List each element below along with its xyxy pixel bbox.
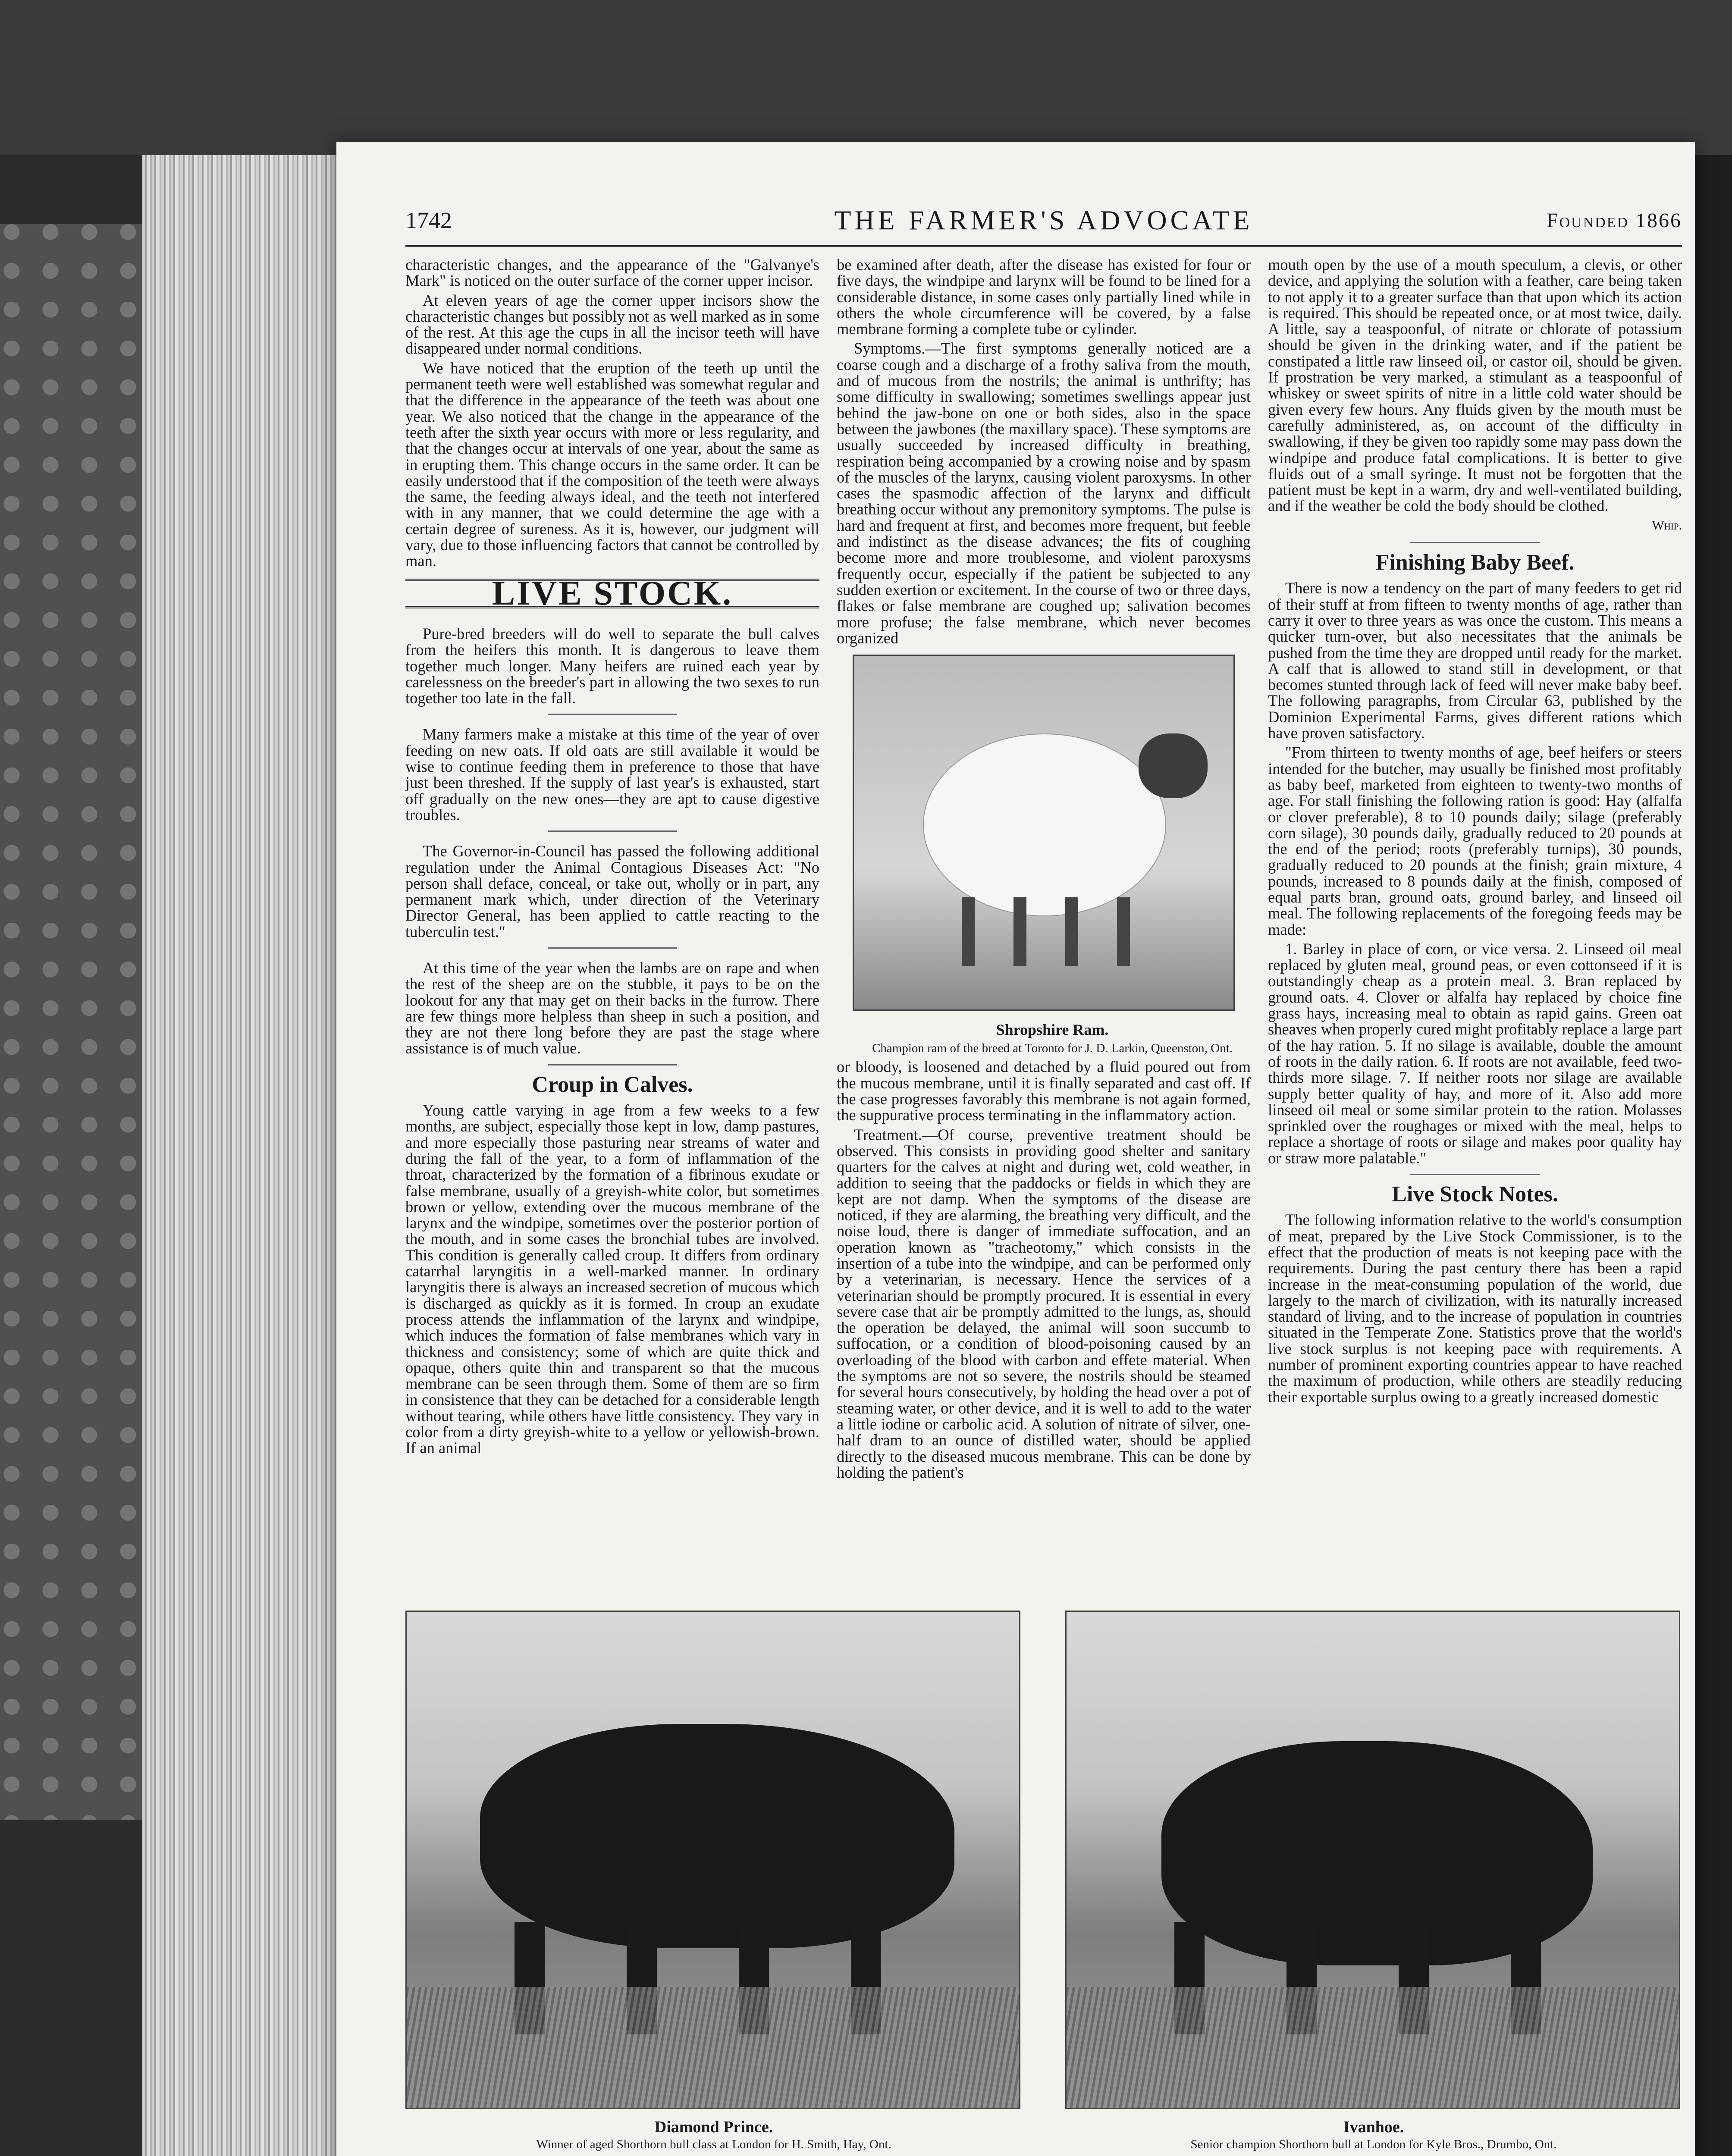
scan-background-right xyxy=(1693,155,1732,2156)
ram-caption-text: Champion ram of the breed at Toronto for J. D. Larkin, Queenston, Ont. xyxy=(872,1041,1233,1056)
author-signature: Whip. xyxy=(1652,518,1682,533)
treatment-continued: mouth open by the use of a mouth speculum, a clevis, or other device, and applying the solution with a feather, care being taken to not apply it to a greater surface than that upon which its action is required. This should be repeated once, or at most twice, daily. A little, say a teaspoonful, of nitrate or chlorate of potassium should be given in the drinking water, and if the patient be constipated a little raw linseed oil, or castor oil, should be given. If prostration be very marked, a stimulant as a teaspoonful of whiskey or sweet spirits of nitre in a little cold water should be given every few hours. Any fluids given by the mouth must be carefully administered, as, on account of the difficulty in swallowing, if they be given too rapidly some may pass down the windpipe and produce fatal complications. It is better to give fluids out of a small syringe. It must not be forgotten that the patient must be kept in a warm, dry and well-ventilated building, and if the weather be cold the body should be clothed. xyxy=(1268,256,1682,515)
column-2 xyxy=(837,257,1251,1484)
teeth-paragraph-2: At eleven years of age the corner upper incisors show the characteristic changes but possibly not as well marked as in some of the rest. At this age the cups in all the incisor teeth will have disappeared under normal conditions. xyxy=(405,291,819,357)
symptoms-continued: or bloody, is loosened and detached by a fluid poured out from the mucous membrane, until it is finally separated and cast off. If the case progresses favorably this membrane is not again formed, the suppurative process terminating in the inflammatory action. xyxy=(837,1058,1251,1124)
masthead-title: THE FARMER'S ADVOCATE xyxy=(834,205,1253,235)
article-title-croup: Croup in Calves. xyxy=(532,1072,693,1097)
book-page-edges xyxy=(142,155,341,2156)
grass-texture xyxy=(1067,1987,1679,2108)
endpaper-pattern xyxy=(0,224,155,1820)
bull-photos-row xyxy=(405,1611,1682,2156)
column-3 xyxy=(1268,257,1682,1408)
section-title-live-stock: LIVE STOCK. xyxy=(405,579,819,608)
scan-background-top xyxy=(0,0,1732,155)
ivanhoe-photo xyxy=(1065,1611,1680,2109)
teeth-paragraph-3: We have noticed that the eruption of the teeth up until the permanent teeth were well established was somewhat regular and that the difference in the appearance of the teeth was about one year. We also noticed that the change in the appearance of the teeth after the sixth year occurs with more or less regularity, and that the changes occur at intervals of one year, about the same as in erupting them. This change occurs in the same order. It can be easily understood that if the composition of the teeth were always the same, the feeding always ideal, and the teeth not interfered with in any manner, that we could determine the age with a certain degree of sureness. As it is, however, our judgment will vary, due to those influencing factors that cannot be controlled by man. xyxy=(405,359,819,570)
page-header xyxy=(405,207,1682,241)
header-rule xyxy=(405,245,1682,247)
divider xyxy=(1410,1174,1540,1175)
founded-year: Founded 1866 xyxy=(1546,209,1682,232)
note-sheep: At this time of the year when the lambs are on rape and when the rest of the sheep are on the stubble, it pays to be on the lookout for any that may get on their backs in the furrow. There are few things more helpless than sheep in such a position, and they are not there long before they are past the stage where assistance is of much value. xyxy=(405,959,819,1057)
croup-paragraph: Young cattle varying in age from a few weeks to a few months, are subject, especially those kept in low, damp pastures, and more especially those pasturing near streams of water and during the fall of the year, to a form of inflammation of the throat, characterized by the formation of a fibrinous exudate or false membrane, usually of a greyish-white color, but sometimes brown or yellow, extending over the mucous membrane of the larynx and the windpipe, sometimes over the posterior portion of the mouth, and in some cases the bronchial tubes are involved. This condition is generally called croup. It differs from ordinary catarrhal laryngitis in a well-marked manner. In ordinary laryngitis there is always an increased secretion of mucous which is discharged as quickly as it is formed. In croup an exudate process attends the inflammation of the larynx and windpipe, which induces the formation of false membranes which vary in thickness and consistency; some of which are quite thick and opaque, others quite thin and transparent so that the mucous membrane can be seen through them. Some of them are so firm in consistence that they can be detached for a considerable length without tearing, while others have little consistency. They vary in color from a dirty greyish-white to a yellow or yellowish-brown. If an animal xyxy=(405,1101,819,1457)
baby-beef-paragraph-2: "From thirteen to twenty months of age, beef heifers or steers intended for the butcher, may usually be finished most profitably as baby beef, marketed from eighteen to twenty-two months of age. For stall finishing the following ration is good: Hay (alfalfa or clover preferable), 8 to 10 pounds daily; silage (preferably corn silage), 30 pounds daily, gradually reduced to 20 pounds at the end of the period; roots (preferably turnips), 30 pounds, gradually reduced to 20 pounds at the finish; grain mixture, 4 pounds, increased to 8 pounds daily at the finish, composed of equal parts bran, ground oats, ground barley, and linseed oil meal. The following replacements of the foregoing feeds may be made: xyxy=(1268,743,1682,938)
ram-legs-shape xyxy=(962,897,1134,966)
ivanhoe-caption-title: Ivanhoe. xyxy=(1343,2118,1404,2136)
ivanhoe-caption-text: Senior champion Shorthorn bull at London for Kyle Bros., Drumbo, Ont. xyxy=(1190,2137,1557,2151)
ram-head-shape xyxy=(1139,733,1208,798)
baby-beef-paragraph-1: There is now a tendency on the part of many feeders to get rid of their stuff at from fifteen to twenty months of age, rather than carry it over to three years as was once the custom. This means a quicker turn-over, but also necessitates that the animals be pushed from the time they are dropped until ready for the market. A calf that is allowed to stand still in development, or that becomes stunted through lack of feed will never make baby beef. The following paragraphs, from Circular 63, published by the Dominion Experimental Farms, gives different rations which have proven satisfactory. xyxy=(1268,579,1682,742)
grass-texture xyxy=(407,1987,1019,2108)
divider xyxy=(1410,542,1540,543)
divider xyxy=(548,1064,677,1065)
article-title-live-stock-notes: Live Stock Notes. xyxy=(1392,1182,1558,1207)
croup-paragraph-continued: be examined after death, after the disease has existed for four or five days, the windpipe and larynx will be found to be lined for a considerable distance, in some cases only partially lined while in others the whole circumference will be covered, by a false membrane forming a complete tube or cylinder. xyxy=(837,256,1251,338)
page-number: 1742 xyxy=(405,207,452,233)
article-title-baby-beef: Finishing Baby Beef. xyxy=(1375,550,1575,575)
symptoms-paragraph: Symptoms.—The first symptoms generally noticed are a coarse cough and a discharge of a frothy saliva from the mouth, and of mucous from the nostrils; the animal is unthrifty; has some difficulty in swallowing; sometimes swellings appear just behind the jaw-bone on one or both sides, also in the space between the jawbones (the maxillary space). These symptoms are usually succeeded by increased difficulty in breathing, respiration being accompanied by a crowing noise and by spasm of the muscles of the larynx, causing violent paroxysms. In other cases the spasmodic affection of the larynx and difficult breathing occur without any premonitory symptoms. The pulse is hard and frequent at first, and becomes more frequent, but feeble and indistinct as the disease advances; the fits of coughing become more and more troublesome, and violent paroxysms frequently occur, especially if the patient be subjected to any sudden exertion or excitement. In the course of two or three days, flakes or false membrane are coughed up; salivation becomes more profuse; the false membrane, which never becomes organized xyxy=(837,339,1251,647)
divider xyxy=(548,947,677,949)
diamond-prince-photo xyxy=(405,1611,1020,2109)
ram-body-shape xyxy=(923,733,1166,916)
bull-figure-left xyxy=(405,1611,1022,2152)
bull-body-shape xyxy=(480,1724,954,1948)
note-bull-calves: Pure-bred breeders will do well to separate the bull calves from the heifers this month. It is dangerous to leave them together much longer. Many heifers are ruined each year by carelessness on the breeder's part in allowing the two sexes to run together too late in the fall. xyxy=(405,624,819,707)
divider xyxy=(548,714,677,715)
newspaper-page xyxy=(336,142,1695,2156)
note-new-oats: Many farmers make a mistake at this time of the year of over feeding on new oats. If old oats are still available it would be wise to continue feeding them in preference to those that have just been threshed. If the supply of last year's is exhausted, start off gradually on the new ones—they are apt to cause digestive troubles. xyxy=(405,725,819,824)
diamond-prince-caption-text: Winner of aged Shorthorn bull class at London for H. Smith, Hay, Ont. xyxy=(536,2137,891,2151)
bull-figure-right xyxy=(1065,1611,1682,2152)
baby-beef-paragraph-3: 1. Barley in place of corn, or vice versa. 2. Linseed oil meal replaced by gluten meal, ground peas, or even cottonseed if it is outstandingly cheap as a protein meal. 3. Bran replaced by ground oats. 4. Clover or alfalfa hay replaced by choice fine grass hays, increasing meal to obtain as rapid gains. Green oat sheaves when properly cured might profitably replace a large part of the hay ration. 5. If no silage is available, double the amount of roots in the daily ration. 6. If roots are not available, feed two-thirds more silage. 7. If neither roots nor silage are available supply better quality of hay, and more of it. Also add more linseed oil meal or some similar protein to the ration. Molasses sprinkled over the roughages or mixed with the meal, helps to replace a shortage of roots or silage and makes poor quality hay or straw more palatable." xyxy=(1268,940,1682,1167)
teeth-paragraph-1: characteristic changes, and the appearance of the "Galvanye's Mark" is noticed on the outer surface of the corner upper incisor. xyxy=(405,256,819,290)
divider xyxy=(548,830,677,832)
column-1 xyxy=(405,257,819,1460)
note-regulation: The Governor-in-Council has passed the following additional regulation under the Animal Contagious Diseases Act: "No person shall deface, conceal, or take out, wholly or in part, any permanent mark which, under direction of the Veterinary Director General, has been applied to cattle reacting to the tuberculin test." xyxy=(405,842,819,940)
diamond-prince-caption-title: Diamond Prince. xyxy=(654,2118,773,2136)
live-stock-notes-paragraph: The following information relative to the world's consumption of meat, prepared by the Live Stock Commissioner, is to the effect that the production of meats is not keeping pace with the requirements. During the past century there has been a rapid increase in the meat-consuming population of the world, due largely to the march of civilization, with its naturally increased standard of living, and to the increase of population in countries situated in the Temperate Zone. Statistics prove that the world's live stock surplus is not keeping pace with requirements. A number of prominent exporting countries appear to have reached the maximum of production, while others are steadily reducing their exportable surplus owing to a greatly increased domestic xyxy=(1268,1211,1682,1406)
treatment-paragraph: Treatment.—Of course, preventive treatment should be observed. This consists in providing good shelter and sanitary quarters for the calves at night and during wet, cold weather, in addition to seeing that the paddocks or fields in which they are kept are not damp. When the symptoms of the disease are noticed, if they are alarming, the breathing very difficult, and the noise loud, there is danger of immediate suffocation, and an operation known as "tracheotomy," which consists in the insertion of a tube into the windpipe, and can be performed only by a veterinarian, is necessary. Hence the services of a veterinarian should be promptly procured. It is essential in every severe case that air be promptly admitted to the lungs, as, should the operation be delayed, the animal will soon succumb to suffocation, or a condition of blood-poisoning caused by an overloading of the blood with carbon and effete material. When the symptoms are not so severe, the nostrils should be steamed for several hours consecutively, by holding the head over a pot of steaming water, or other device, and it is well to add to the water a little iodine or carbolic acid. A solution of nitrate of silver, one-half dram to an ounce of distilled water, should be applied directly to the diseased mucous membrane. This can be done by holding the patient's xyxy=(837,1125,1251,1481)
ram-caption-title: Shropshire Ram. xyxy=(996,1021,1109,1039)
ram-photo xyxy=(853,655,1235,1011)
